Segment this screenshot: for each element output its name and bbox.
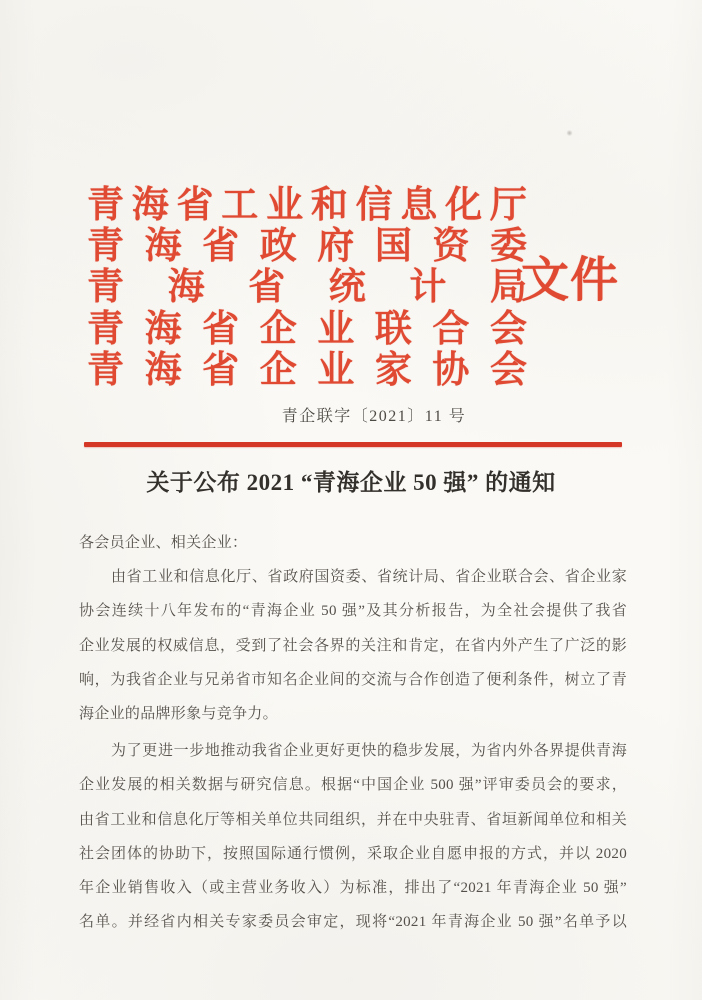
body-line: 协会连续十八年发布的“青海企业 50 强”及其分析报告，为全社会提供了我省: [79, 603, 627, 620]
body-line: 社会团体的协助下，按照国际通行惯例，采取企业自愿申报的方式，并以 2020: [79, 845, 627, 862]
body-line: 年企业销售收入（或主营业务收入）为标准，排出了“2021 年青海企业 50 强”: [79, 879, 627, 896]
letterhead-issuer-list: [87, 180, 527, 392]
issuer-line: 青 海 省 企 业 家 协 会: [87, 350, 527, 392]
issuer-line: 青 海 省 政 府 国 资 委: [87, 226, 527, 268]
red-divider-rule: [84, 442, 622, 447]
body-line: 名单。并经省内相关专家委员会审定，现将“2021 年青海企业 50 强”名单予以: [79, 914, 627, 931]
body-line: 企业发展的权威信息，受到了社会各界的关注和肯定，在省内外产生了广泛的影: [79, 637, 627, 654]
body-line: 各会员企业、相关企业：: [79, 535, 248, 551]
body-line: 海企业的品牌形象与竞争力。: [79, 705, 278, 722]
issuer-line: 青 海 省 企 业 联 合 会: [87, 308, 527, 350]
issuer-line: 青 海 省 统 计 局: [87, 267, 527, 309]
issuer-line: 青 海 省 工 业 和 信 息 化 厅: [87, 184, 527, 226]
doc-type-label: 文件: [521, 254, 620, 307]
body-line: 由省工业和信息化厅等相关单位共同组织，并在中央驻青、省垣新闻单位和相关: [79, 811, 627, 828]
body-line: 响，为我省企业与兄弟省市知名企业间的交流与合作创造了便利条件，树立了青: [79, 671, 627, 688]
body-line: 由省工业和信息化厅、省政府国资委、省统计局、省企业联合会、省企业家: [111, 569, 627, 586]
scan-smudge-mark: [566, 130, 573, 136]
body-line: 为了更进一步地推动我省企业更好更快的稳步发展，为省内外各界提供青海: [111, 743, 627, 760]
body-line: 企业发展的相关数据与研究信息。根据“中国企业 500 强”评审委员会的要求，: [79, 777, 627, 794]
document-title: 关于公布 2021 “青海企业 50 强” 的通知: [146, 470, 556, 495]
document-body: [79, 526, 627, 939]
doc-number: 青企联字〔2021〕11 号: [281, 408, 467, 425]
